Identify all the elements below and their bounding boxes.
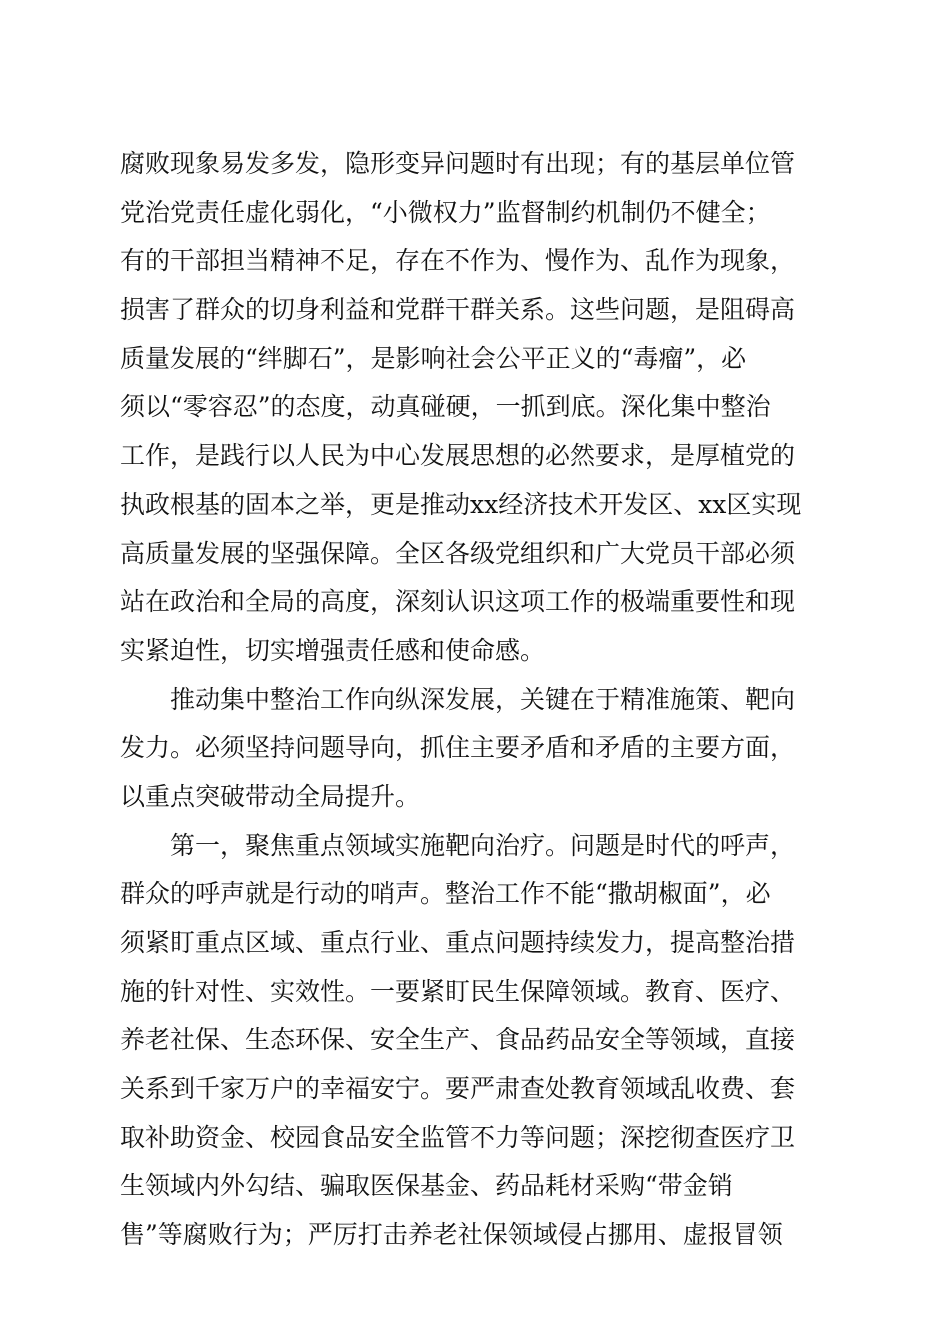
body-text <box>120 140 828 1260</box>
text-line: 施的针对性、实效性。一要紧盯民生保障领域。教育、医疗、 <box>120 976 796 1006</box>
text-line: 高质量发展的坚强保障。全区各级党组织和广大党员干部必须 <box>120 538 796 568</box>
text-line: 售”等腐败行为；严厉打击养老社保领域侵占挪用、虚报冒领 <box>120 1220 783 1250</box>
text-line: 质量发展的“绊脚石”，是影响社会公平正义的“毒瘤”，必 <box>120 343 747 373</box>
text-line: 生领域内外勾结、骗取医保基金、药品耗材采购“带金销 <box>120 1171 733 1201</box>
text-line: 取补助资金、校园食品安全监管不力等问题；深挖彻查医疗卫 <box>120 1122 796 1152</box>
text-line: 以重点突破带动全局提升。 <box>120 781 421 811</box>
paragraph-2 <box>120 676 828 822</box>
text-line: 工作，是践行以人民为中心发展思想的必然要求，是厚植党的 <box>120 441 796 471</box>
text-line: 群众的呼声就是行动的哨声。整治工作不能“撒胡椒面”，必 <box>120 879 771 909</box>
paragraph-1 <box>120 140 828 676</box>
text-line: 损害了群众的切身利益和党群干群关系。这些问题，是阻碍高 <box>120 295 796 325</box>
text-line: 站在政治和全局的高度，深刻认识这项工作的极端重要性和现 <box>120 587 796 617</box>
text-line: 执政根基的固本之举，更是推动xx经济技术开发区、xx区实现 <box>120 489 802 519</box>
text-line: 关系到千家万户的幸福安宁。要严肃查处教育领域乱收费、套 <box>120 1074 796 1104</box>
text-line: 实紧迫性，切实增强责任感和使命感。 <box>120 635 546 665</box>
text-line: 须以“零容忍”的态度，动真碰硬，一抓到底。深化集中整治 <box>120 392 771 422</box>
text-line: 推动集中整治工作向纵深发展，关键在于精准施策、靶向 <box>170 684 796 714</box>
text-line: 有的干部担当精神不足，存在不作为、慢作为、乱作为现象， <box>120 246 796 276</box>
text-line: 第一，聚焦重点领域实施靶向治疗。问题是时代的呼声， <box>170 830 796 860</box>
text-line: 腐败现象易发多发，隐形变异问题时有出现；有的基层单位管 <box>120 149 796 178</box>
text-line: 须紧盯重点区域、重点行业、重点问题持续发力，提高整治措 <box>120 928 796 957</box>
text-line: 党治党责任虚化弱化，“小微权力”监督制约机制仍不健全； <box>120 197 771 227</box>
text-line: 发力。必须坚持问题导向，抓住主要矛盾和矛盾的主要方面， <box>120 733 796 763</box>
text-line: 养老社保、生态环保、安全生产、食品药品安全等领域，直接 <box>120 1025 796 1055</box>
paragraph-3 <box>120 822 828 1260</box>
